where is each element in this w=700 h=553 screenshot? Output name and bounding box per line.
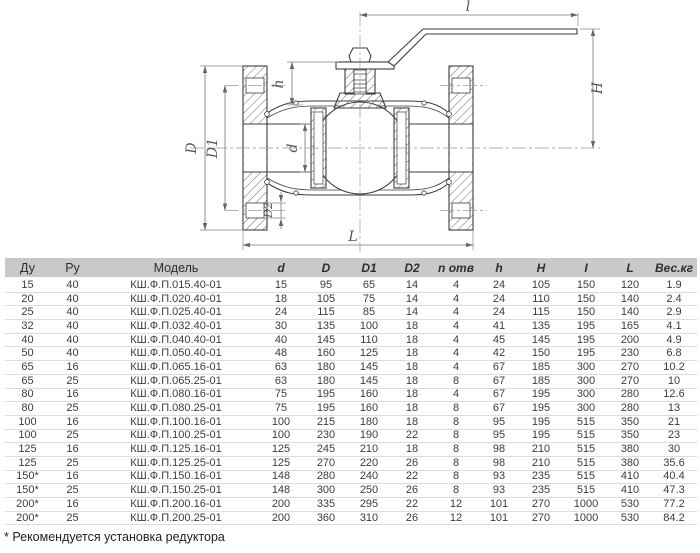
table-cell: КШ.Ф.П.065.16-01 xyxy=(95,361,257,375)
table-cell: 515 xyxy=(563,429,609,443)
table-cell: 310 xyxy=(347,511,391,525)
table-cell: 195 xyxy=(305,402,347,416)
table-cell: 148 xyxy=(257,484,305,498)
table-cell: 150* xyxy=(5,484,50,498)
table-cell: 105 xyxy=(519,278,563,292)
table-row xyxy=(5,484,697,498)
table-cell: 75 xyxy=(257,402,305,416)
table-cell: 235 xyxy=(519,484,563,498)
table-cell: 16 xyxy=(50,388,95,402)
ball-valve-section-drawing xyxy=(0,0,700,257)
col-header-4: D xyxy=(305,258,347,278)
table-cell: 120 xyxy=(609,278,651,292)
table-cell: 410 xyxy=(609,484,651,498)
table-cell: 8 xyxy=(433,484,479,498)
table-cell: 360 xyxy=(305,511,347,525)
table-cell: 65 xyxy=(5,361,50,375)
table-cell: 160 xyxy=(305,347,347,361)
table-cell: 22 xyxy=(391,498,433,512)
table-cell: 77.2 xyxy=(651,498,697,512)
table-cell: 2.4 xyxy=(651,292,697,306)
table-cell: 515 xyxy=(563,443,609,457)
table-cell: 42 xyxy=(479,347,519,361)
table-cell: 280 xyxy=(609,388,651,402)
table-cell: 140 xyxy=(609,306,651,320)
table-cell: 195 xyxy=(563,320,609,334)
table-cell: 230 xyxy=(609,347,651,361)
col-header-7: n отв xyxy=(433,258,479,278)
table-cell: 22 xyxy=(391,429,433,443)
table-cell: КШ.Ф.П.150.16-01 xyxy=(95,470,257,484)
table-row xyxy=(5,470,697,484)
table-cell: 40 xyxy=(50,333,95,347)
table-cell: 18 xyxy=(257,292,305,306)
col-header-9: H xyxy=(519,258,563,278)
table-cell: 18 xyxy=(391,402,433,416)
table-cell: 4 xyxy=(433,347,479,361)
table-cell: 24 xyxy=(257,306,305,320)
dim-label-D1: D1 xyxy=(205,137,221,159)
table-cell: 8 xyxy=(433,402,479,416)
table-cell: 98 xyxy=(479,456,519,470)
table-cell: 40.4 xyxy=(651,470,697,484)
table-cell: 24 xyxy=(479,278,519,292)
table-cell: 1.9 xyxy=(651,278,697,292)
col-header-3: d xyxy=(257,258,305,278)
table-cell: 215 xyxy=(305,415,347,429)
table-cell: 16 xyxy=(50,470,95,484)
table-cell: КШ.Ф.П.050.40-01 xyxy=(95,347,257,361)
table-cell: 22 xyxy=(391,470,433,484)
dim-label-d: d xyxy=(285,143,301,153)
table-cell: 25 xyxy=(50,484,95,498)
table-cell: 250 xyxy=(347,484,391,498)
table-cell: 12.6 xyxy=(651,388,697,402)
table-cell: 200 xyxy=(257,511,305,525)
table-cell: КШ.Ф.П.065.25-01 xyxy=(95,374,257,388)
table-cell: 195 xyxy=(563,333,609,347)
col-header-12: Вес.кг xyxy=(651,258,697,278)
dim-label-l: l xyxy=(465,0,471,15)
table-row xyxy=(5,415,697,429)
table-cell: 350 xyxy=(609,415,651,429)
table-cell: 40 xyxy=(50,306,95,320)
table-row xyxy=(5,306,697,320)
table-cell: 270 xyxy=(519,498,563,512)
valve-body-group xyxy=(243,29,577,230)
table-cell: 125 xyxy=(257,456,305,470)
table-cell: 8 xyxy=(433,443,479,457)
table-cell: 18 xyxy=(391,374,433,388)
table-header-row xyxy=(5,258,697,278)
table-cell: 185 xyxy=(519,361,563,375)
table-row xyxy=(5,388,697,402)
table-cell: 98 xyxy=(479,443,519,457)
table-cell: 210 xyxy=(519,443,563,457)
table-cell: 15 xyxy=(257,278,305,292)
table-cell: 23 xyxy=(651,429,697,443)
table-row xyxy=(5,374,697,388)
table-cell: 145 xyxy=(519,333,563,347)
table-cell: 380 xyxy=(609,443,651,457)
table-cell: 16 xyxy=(50,498,95,512)
col-header-10: I xyxy=(563,258,609,278)
table-cell: 75 xyxy=(257,388,305,402)
table-cell: 93 xyxy=(479,470,519,484)
table-cell: 24 xyxy=(479,306,519,320)
table-cell: 165 xyxy=(609,320,651,334)
table-cell: 13 xyxy=(651,402,697,416)
table-row xyxy=(5,511,697,525)
table-row xyxy=(5,498,697,512)
table-cell: 515 xyxy=(563,484,609,498)
table-cell: 10.2 xyxy=(651,361,697,375)
table-cell: 270 xyxy=(609,361,651,375)
table-cell: 200 xyxy=(609,333,651,347)
table-cell: КШ.Ф.П.025.40-01 xyxy=(95,306,257,320)
col-header-8: h xyxy=(479,258,519,278)
table-cell: 100 xyxy=(257,429,305,443)
table-cell: 4 xyxy=(433,333,479,347)
table-cell: 210 xyxy=(347,443,391,457)
table-cell: 100 xyxy=(347,320,391,334)
table-cell: 270 xyxy=(519,511,563,525)
table-cell: КШ.Ф.П.032.40-01 xyxy=(95,320,257,334)
table-row xyxy=(5,333,697,347)
table-row xyxy=(5,320,697,334)
table-cell: 50 xyxy=(5,347,50,361)
table-cell: 26 xyxy=(391,484,433,498)
table-cell: КШ.Ф.П.100.25-01 xyxy=(95,429,257,443)
table-cell: КШ.Ф.П.200.16-01 xyxy=(95,498,257,512)
table-cell: 295 xyxy=(347,498,391,512)
table-cell: 14 xyxy=(391,278,433,292)
table-cell: 85 xyxy=(347,306,391,320)
table-cell: 4.9 xyxy=(651,333,697,347)
table-cell: 26 xyxy=(391,511,433,525)
table-cell: 300 xyxy=(563,402,609,416)
table-cell: 8 xyxy=(433,415,479,429)
table-cell: 47.3 xyxy=(651,484,697,498)
table-cell: 4 xyxy=(433,320,479,334)
table-cell: 220 xyxy=(347,456,391,470)
table-cell: КШ.Ф.П.080.25-01 xyxy=(95,402,257,416)
table-cell: 150 xyxy=(519,347,563,361)
table-cell: 515 xyxy=(563,470,609,484)
table-cell: 195 xyxy=(305,388,347,402)
table-cell: 4.1 xyxy=(651,320,697,334)
table-cell: 135 xyxy=(305,320,347,334)
table-cell: КШ.Ф.П.150.25-01 xyxy=(95,484,257,498)
table-cell: 335 xyxy=(305,498,347,512)
table-cell: 410 xyxy=(609,470,651,484)
table-cell: 41 xyxy=(479,320,519,334)
table-cell: 45 xyxy=(479,333,519,347)
table-cell: 65 xyxy=(5,374,50,388)
table-cell: 101 xyxy=(479,498,519,512)
table-cell: 145 xyxy=(347,361,391,375)
table-cell: 1000 xyxy=(563,498,609,512)
table-cell: 67 xyxy=(479,374,519,388)
table-cell: 515 xyxy=(563,415,609,429)
table-cell: 10 xyxy=(651,374,697,388)
table-cell: 195 xyxy=(519,429,563,443)
table-cell: 16 xyxy=(50,443,95,457)
table-row xyxy=(5,429,697,443)
table-cell: 350 xyxy=(609,429,651,443)
table-cell: 105 xyxy=(305,292,347,306)
table-cell: 14 xyxy=(391,292,433,306)
table-cell: 30 xyxy=(257,320,305,334)
table-cell: 14 xyxy=(391,306,433,320)
table-cell: 125 xyxy=(257,443,305,457)
table-cell: 230 xyxy=(305,429,347,443)
table-cell: 195 xyxy=(519,402,563,416)
col-header-5: D1 xyxy=(347,258,391,278)
table-cell: 80 xyxy=(5,402,50,416)
table-cell: 40 xyxy=(50,320,95,334)
dim-label-D2: D2 xyxy=(262,202,275,218)
table-cell: 67 xyxy=(479,388,519,402)
handle-lever xyxy=(336,29,577,69)
table-cell: 24 xyxy=(479,292,519,306)
table-cell: 8 xyxy=(433,374,479,388)
table-cell: 84.2 xyxy=(651,511,697,525)
table-row xyxy=(5,402,697,416)
table-cell: 100 xyxy=(5,415,50,429)
table-cell: КШ.Ф.П.015.40-01 xyxy=(95,278,257,292)
table-cell: 145 xyxy=(347,374,391,388)
col-header-1: Ру xyxy=(50,258,95,278)
table-cell: 110 xyxy=(347,333,391,347)
table-cell: КШ.Ф.П.125.16-01 xyxy=(95,443,257,457)
table-cell: 140 xyxy=(609,292,651,306)
table-cell: 300 xyxy=(563,374,609,388)
table-cell: 26 xyxy=(391,456,433,470)
table-cell: 380 xyxy=(609,456,651,470)
table-cell: 40 xyxy=(257,333,305,347)
table-cell: 18 xyxy=(391,320,433,334)
table-cell: 63 xyxy=(257,361,305,375)
table-cell: 280 xyxy=(609,402,651,416)
table-cell: 25 xyxy=(50,402,95,416)
table-cell: КШ.Ф.П.100.16-01 xyxy=(95,415,257,429)
table-cell: 18 xyxy=(391,388,433,402)
table-cell: КШ.Ф.П.080.16-01 xyxy=(95,388,257,402)
table-cell: 12 xyxy=(433,498,479,512)
table-cell: 75 xyxy=(347,292,391,306)
col-header-0: Ду xyxy=(5,258,50,278)
table-cell: 30 xyxy=(651,443,697,457)
table-cell: 32 xyxy=(5,320,50,334)
table-cell: 300 xyxy=(305,484,347,498)
table-cell: 67 xyxy=(479,402,519,416)
table-cell: 1000 xyxy=(563,511,609,525)
table-cell: 300 xyxy=(563,388,609,402)
table-cell: 18 xyxy=(391,443,433,457)
table-row xyxy=(5,292,697,306)
table-cell: 18 xyxy=(391,415,433,429)
table-cell: 180 xyxy=(347,415,391,429)
table-cell: 2.9 xyxy=(651,306,697,320)
table-cell: 115 xyxy=(305,306,347,320)
table-cell: 125 xyxy=(5,456,50,470)
table-cell: 300 xyxy=(563,361,609,375)
table-cell: 95 xyxy=(479,415,519,429)
table-cell: 195 xyxy=(519,388,563,402)
table-cell: 4 xyxy=(433,292,479,306)
dim-label-D: D xyxy=(184,142,200,154)
table-row xyxy=(5,347,697,361)
table-cell: КШ.Ф.П.200.25-01 xyxy=(95,511,257,525)
table-cell: 63 xyxy=(257,374,305,388)
table-cell: 210 xyxy=(519,456,563,470)
table-cell: 25 xyxy=(50,511,95,525)
table-cell: 16 xyxy=(50,361,95,375)
table-cell: 18 xyxy=(391,333,433,347)
table-cell: 160 xyxy=(347,388,391,402)
table-cell: 135 xyxy=(519,320,563,334)
table-cell: 6.8 xyxy=(651,347,697,361)
valve-spec-table xyxy=(5,258,697,525)
table-cell: 12 xyxy=(433,511,479,525)
table-cell: 145 xyxy=(305,333,347,347)
table-cell: 21 xyxy=(651,415,697,429)
table-cell: 150 xyxy=(563,292,609,306)
table-cell: 240 xyxy=(347,470,391,484)
table-cell: 25 xyxy=(50,374,95,388)
col-header-11: L xyxy=(609,258,651,278)
table-row xyxy=(5,456,697,470)
table-row xyxy=(5,278,697,292)
table-cell: 150* xyxy=(5,470,50,484)
table-cell: 200* xyxy=(5,511,50,525)
table-cell: 180 xyxy=(305,361,347,375)
table-cell: 148 xyxy=(257,470,305,484)
table-cell: 67 xyxy=(479,361,519,375)
col-header-2: Модель xyxy=(95,258,257,278)
table-cell: 530 xyxy=(609,511,651,525)
table-cell: 270 xyxy=(305,456,347,470)
table-cell: 40 xyxy=(50,278,95,292)
table-cell: 20 xyxy=(5,292,50,306)
table-cell: 195 xyxy=(519,415,563,429)
table-cell: 515 xyxy=(563,456,609,470)
table-cell: 95 xyxy=(305,278,347,292)
table-cell: 80 xyxy=(5,388,50,402)
table-cell: 115 xyxy=(519,306,563,320)
table-cell: 25 xyxy=(50,429,95,443)
table-cell: 200 xyxy=(257,498,305,512)
table-cell: 8 xyxy=(433,470,479,484)
table-cell: 15 xyxy=(5,278,50,292)
reducer-footnote: * Рекомендуется установка редуктора xyxy=(4,530,225,545)
table-cell: 18 xyxy=(391,347,433,361)
table-cell: 160 xyxy=(347,402,391,416)
table-cell: 8 xyxy=(433,429,479,443)
table-cell: 110 xyxy=(519,292,563,306)
table-cell: 100 xyxy=(257,415,305,429)
table-cell: КШ.Ф.П.040.40-01 xyxy=(95,333,257,347)
table-cell: 40 xyxy=(5,333,50,347)
table-cell: 35.6 xyxy=(651,456,697,470)
col-header-6: D2 xyxy=(391,258,433,278)
table-cell: 235 xyxy=(519,470,563,484)
table-row xyxy=(5,443,697,457)
table-cell: 150 xyxy=(563,306,609,320)
table-row xyxy=(5,361,697,375)
table-cell: 101 xyxy=(479,511,519,525)
table-cell: 185 xyxy=(519,374,563,388)
table-cell: КШ.Ф.П.020.40-01 xyxy=(95,292,257,306)
table-cell: 200* xyxy=(5,498,50,512)
table-cell: 16 xyxy=(50,415,95,429)
table-cell: 150 xyxy=(563,278,609,292)
table-cell: 530 xyxy=(609,498,651,512)
dim-label-H: H xyxy=(590,81,606,95)
table-cell: 8 xyxy=(433,456,479,470)
table-cell: 125 xyxy=(347,347,391,361)
table-cell: КШ.Ф.П.125.25-01 xyxy=(95,456,257,470)
table-cell: 4 xyxy=(433,388,479,402)
dim-label-L: L xyxy=(348,229,358,245)
dim-label-h: h xyxy=(271,79,287,89)
table-cell: 40 xyxy=(50,292,95,306)
table-cell: 48 xyxy=(257,347,305,361)
table-cell: 25 xyxy=(5,306,50,320)
table-cell: 180 xyxy=(305,374,347,388)
table-cell: 40 xyxy=(50,347,95,361)
table-cell: 65 xyxy=(347,278,391,292)
table-cell: 4 xyxy=(433,306,479,320)
table-cell: 18 xyxy=(391,361,433,375)
table-cell: 95 xyxy=(479,429,519,443)
table-cell: 93 xyxy=(479,484,519,498)
table-cell: 245 xyxy=(305,443,347,457)
table-cell: 190 xyxy=(347,429,391,443)
table-cell: 195 xyxy=(563,347,609,361)
table-cell: 25 xyxy=(50,456,95,470)
table-cell: 125 xyxy=(5,443,50,457)
table-cell: 280 xyxy=(305,470,347,484)
table-cell: 270 xyxy=(609,374,651,388)
table-cell: 4 xyxy=(433,278,479,292)
table-cell: 4 xyxy=(433,361,479,375)
table-cell: 100 xyxy=(5,429,50,443)
valve-technical-drawing xyxy=(0,0,700,257)
